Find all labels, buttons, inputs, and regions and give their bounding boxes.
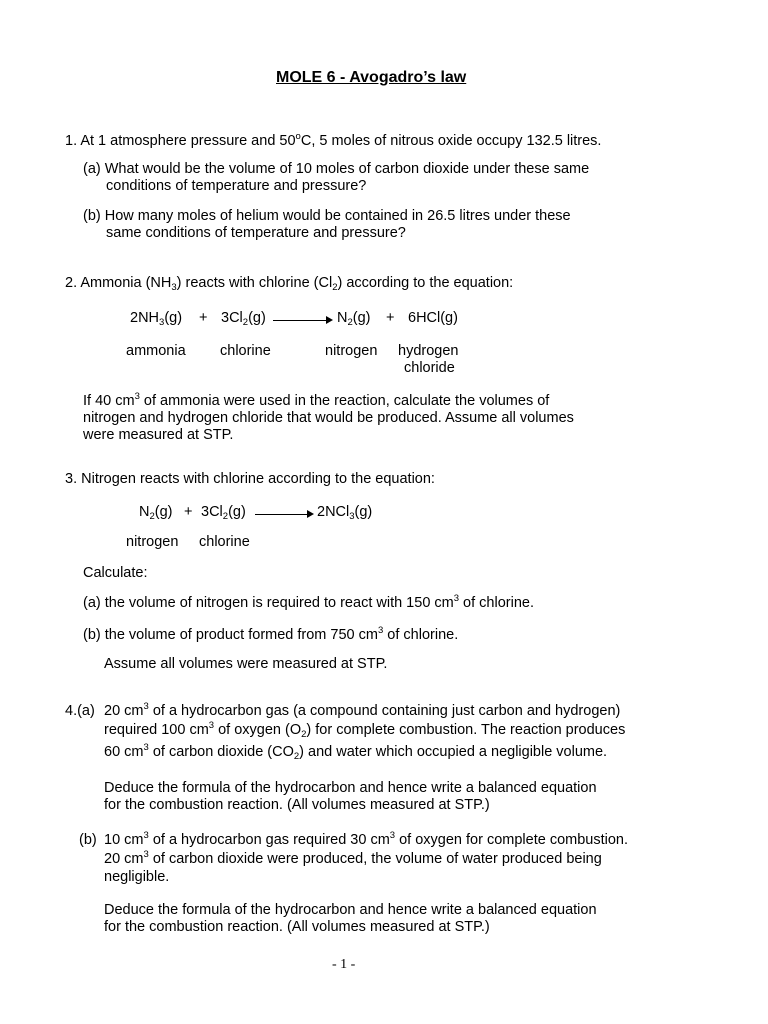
question-4b-label: (b): [79, 832, 97, 848]
question-2-body-line-3: were measured at STP.: [83, 427, 234, 443]
equation-2-arrow: [273, 313, 333, 330]
question-4b-deduce-line-2: for the combustion reaction. (All volumes measured at STP.): [104, 919, 490, 935]
page-title: MOLE 6 - Avogadro’s law: [276, 69, 467, 86]
equation-3-product-ncl3: 2NCl$_3$(g): [317, 504, 373, 522]
question-1b-line-1: (b) How many moles of helium would be contained in 26.5 litres under these: [83, 208, 571, 224]
equation-2-product-hcl: 6HCl(g): [408, 310, 458, 326]
equation-3-label-chlorine: chlorine: [199, 534, 250, 550]
question-2-body-line-1: If 40 $cm^3$ of ammonia were used in the reaction, calculate the volumes of: [83, 391, 550, 409]
question-2-stem: 2. Ammonia $(NH_3)$ reacts with chlorine $(Cl_2)$ according to the equation:: [65, 275, 514, 293]
question-4b-line-3: negligible.: [104, 869, 170, 885]
question-4b-line-1: 10 $cm^3$ of a hydrocarbon gas required 30 $cm^3$ of oxygen for complete combustion.: [104, 830, 629, 848]
question-4a-deduce-line-1: Deduce the formula of the hydrocarbon and hence write a balanced equation: [104, 780, 597, 796]
question-4b-line-2: 20 $cm^3$ of carbon dioxide were produced, the volume of water produced being: [104, 849, 602, 867]
equation-3-reactant-chlorine: $3Cl_2(g)$: [201, 504, 246, 522]
equation-2-reactant-ammonia: $2NH_3(g)$: [130, 310, 183, 328]
question-3a: (a) the volume of nitrogen is required to react with 150 $cm^3$ of chlorine.: [83, 593, 534, 611]
equation-3-label-nitrogen: nitrogen: [126, 534, 179, 550]
question-3-assume: Assume all volumes were measured at STP.: [104, 656, 388, 672]
question-4b-deduce-line-1: Deduce the formula of the hydrocarbon and hence write a balanced equation: [104, 902, 597, 918]
question-4a-label: 4.(a): [65, 703, 95, 719]
question-1a-line-2: conditions of temperature and pressure?: [106, 178, 367, 194]
equation-2-product-nitrogen: $N_2(g)$: [337, 310, 371, 328]
question-3-calculate: Calculate:: [83, 565, 148, 581]
question-3-stem: 3. Nitrogen reacts with chlorine according to the equation:: [65, 471, 435, 487]
equation-2-plus-1: +: [199, 310, 208, 326]
equation-2-label-nitrogen: nitrogen: [325, 343, 378, 359]
equation-3-plus: +: [184, 504, 193, 520]
question-1a-line-1: (a) What would be the volume of 10 moles of carbon dioxide under these same: [83, 161, 590, 177]
question-1b-line-2: same conditions of temperature and pressure?: [106, 225, 406, 241]
equation-2-label-ammonia: ammonia: [126, 343, 186, 359]
question-4a-line-3: 60 $cm^3$ of carbon dioxide $(CO_2)$ and water which occupied a negligible volume.: [104, 742, 608, 762]
page-number: - 1 -: [332, 957, 356, 972]
equation-2-label-chloride: chloride: [404, 360, 455, 376]
equation-2-plus-2: +: [386, 310, 395, 326]
equation-2-label-hydrogen: hydrogen: [398, 343, 459, 359]
equation-3-reactant-nitrogen: $N_2(g)$: [139, 504, 173, 522]
question-4a-line-2: required 100 $cm^3$ of oxygen $(O_2)$ for complete combustion. The reaction produces: [104, 720, 626, 740]
question-3b: (b) the volume of product formed from 750 $cm^3$ of chlorine.: [83, 625, 459, 643]
question-2-body-line-2: nitrogen and hydrogen chloride that would be produced. Assume all volumes: [83, 410, 574, 426]
question-4a-deduce-line-2: for the combustion reaction. (All volumes measured at STP.): [104, 797, 490, 813]
question-4a-line-1: 20 $cm^3$ of a hydrocarbon gas (a compound containing just carbon and hydrogen): [104, 701, 621, 719]
equation-2-reactant-chlorine: $3Cl_2(g)$: [221, 310, 266, 328]
equation-2-label-chlorine: chlorine: [220, 343, 271, 359]
question-1-stem: 1. At 1 atmosphere pressure and 50$^o$C, 5 moles of nitrous oxide occupy 132.5 litres.: [65, 131, 602, 149]
equation-3-arrow: [255, 507, 314, 524]
